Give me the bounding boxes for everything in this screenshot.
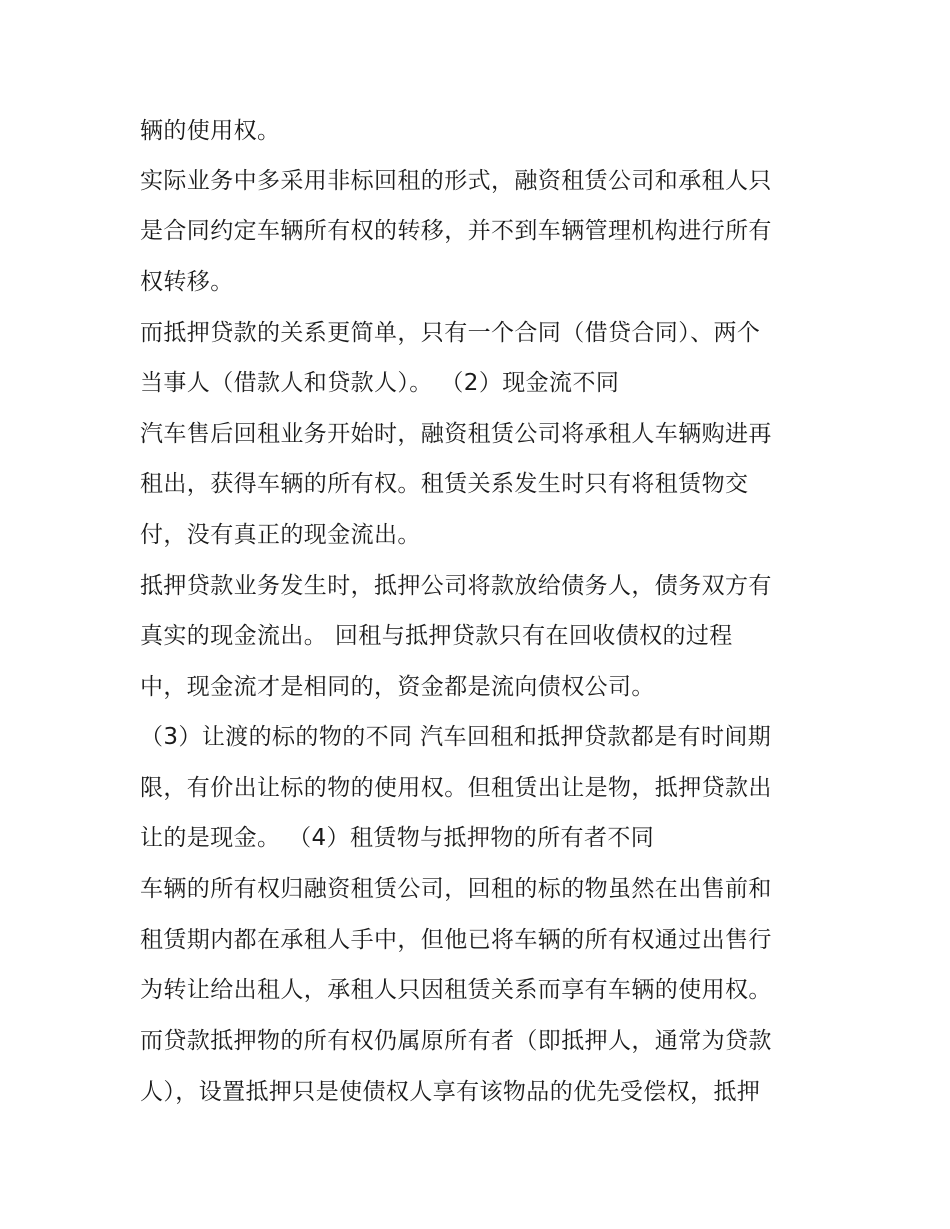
text-line: 而贷款抵押物的所有权仍属原所有者（即抵押人，通常为贷款 <box>140 1028 772 1054</box>
text-line: 当事人（借款人和贷款人）。 （2）现金流不同 <box>140 370 620 396</box>
text-line: 中，现金流才是相同的，资金都是流向债权公司。 <box>140 674 655 700</box>
text-line: 付，没有真正的现金流出。 <box>140 522 421 548</box>
text-line: 人），设置抵押只是使债权人享有该物品的优先受偿权，抵押 <box>140 1079 761 1105</box>
text-line: 租出，获得车辆的所有权。租赁关系发生时只有将租赁物交 <box>140 471 749 497</box>
text-line: 汽车售后回租业务开始时，融资租赁公司将承租人车辆购进再 <box>140 421 772 447</box>
text-line: 实际业务中多采用非标回租的形式，融资租赁公司和承租人只 <box>140 168 772 194</box>
text-line: 抵押贷款业务发生时，抵押公司将款放给债务人，债务双方有 <box>140 573 772 599</box>
text-line: 让的是现金。 （4）租赁物与抵押物的所有者不同 <box>140 825 655 851</box>
text-line: （3）让渡的标的物的不同 汽车回租和抵押贷款都是有时间期 <box>140 724 772 750</box>
text-line: 为转让给出租人，承租人只因租赁关系而享有车辆的使用权。 <box>140 977 772 1003</box>
text-line: 真实的现金流出。 回租与抵押贷款只有在回收债权的过程 <box>140 623 733 649</box>
text-line: 租赁期内都在承租人手中，但他已将车辆的所有权通过出售行 <box>140 927 772 953</box>
text-line: 而抵押贷款的关系更简单，只有一个合同（借贷合同）、两个 <box>140 320 761 346</box>
text-line: 是合同约定车辆所有权的转移，并不到车辆管理机构进行所有 <box>140 218 772 244</box>
text-line: 辆的使用权。 <box>140 118 281 144</box>
text-line: 车辆的所有权归融资租赁公司，回租的标的物虽然在出售前和 <box>140 876 772 902</box>
text-line: 权转移。 <box>140 269 234 295</box>
text-line: 限，有价出让标的物的使用权。但租赁出让是物，抵押贷款出 <box>140 775 772 801</box>
